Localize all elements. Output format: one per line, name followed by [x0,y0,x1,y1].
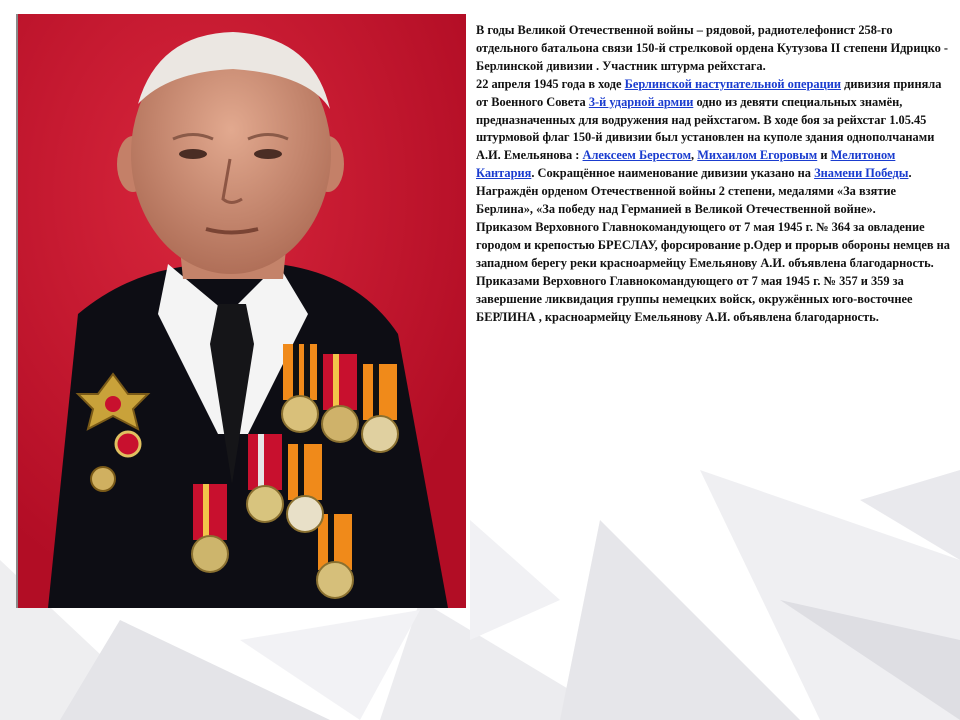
link-mikhail-egorov[interactable]: Михаилом Егоровым [697,148,818,163]
portrait-photo-icon [18,14,466,608]
bio-paragraph-4: Приказом Верховного Главнокомандующего от 7 мая 1945 г. № 364 за овладение городом и крепостью БРЕСЛАУ, форсирование р.Одер и прорыв обороны немцев на западном берегу реки красноармейцу Емельянову А.И. объявлена благодарность. [476,219,950,270]
link-alexey-berest[interactable]: Алексеем Берестом [582,148,692,163]
link-victory-banner[interactable]: Знамени Победы [814,166,909,181]
bio-paragraph-2 [476,76,952,183]
bio-p2-text-3: одно из девяти специальных знамён, предназначенных для водружения над рейхстагом. В ходе боя за рейхстаг 1.05.45 штурмовой флаг 150-й дивизии был установлен на куполе здания однополчанами А.И. Емельянова : [476,94,935,163]
bio-p2-text-1: 22 апреля 1945 года в ходе [476,76,625,91]
bio-p2-end: . [908,166,912,181]
link-meliton-kantaria[interactable]: Мелитоном Кантария [476,148,896,181]
bio-p2-text-2: дивизия приняла от Военного Совета [476,76,942,109]
link-3rd-shock-army[interactable]: 3-й ударной армии [588,94,694,109]
bio-paragraph-1: В годы Великой Отечественной войны – рядовой, радиотелефонист 258-го отдельного батальона связи 150-й стрелковой ордена Кутузова II степени Идрицко - Берлинской дивизии . Участник штурма рейхстага. [476,23,948,73]
bio-paragraph-5: Приказами Верховного Главнокомандующего от 7 мая 1945 г. № 357 и 359 за завершение ликвидация группы немецких войск, окружённых юго-восточнее БЕРЛИНА , красноармейцу Емельянову А.И. объявлена благодарность. [476,273,913,324]
bio-paragraph-3: Награждён орденом Отечественной войны 2 степени, медалями «За взятие Берлина», «За победу над Германией в Великой Отечественной войне». [476,184,897,217]
link-berlin-operation[interactable]: Берлинской наступательной операции [624,76,842,91]
bio-p2-comma: , [691,148,698,163]
portrait-photo [16,14,466,608]
biography-text [476,22,952,326]
bio-p2-and: и [817,148,831,163]
bio-p2-text-4: . Сокращённое наименование дивизии указано на [531,166,815,181]
